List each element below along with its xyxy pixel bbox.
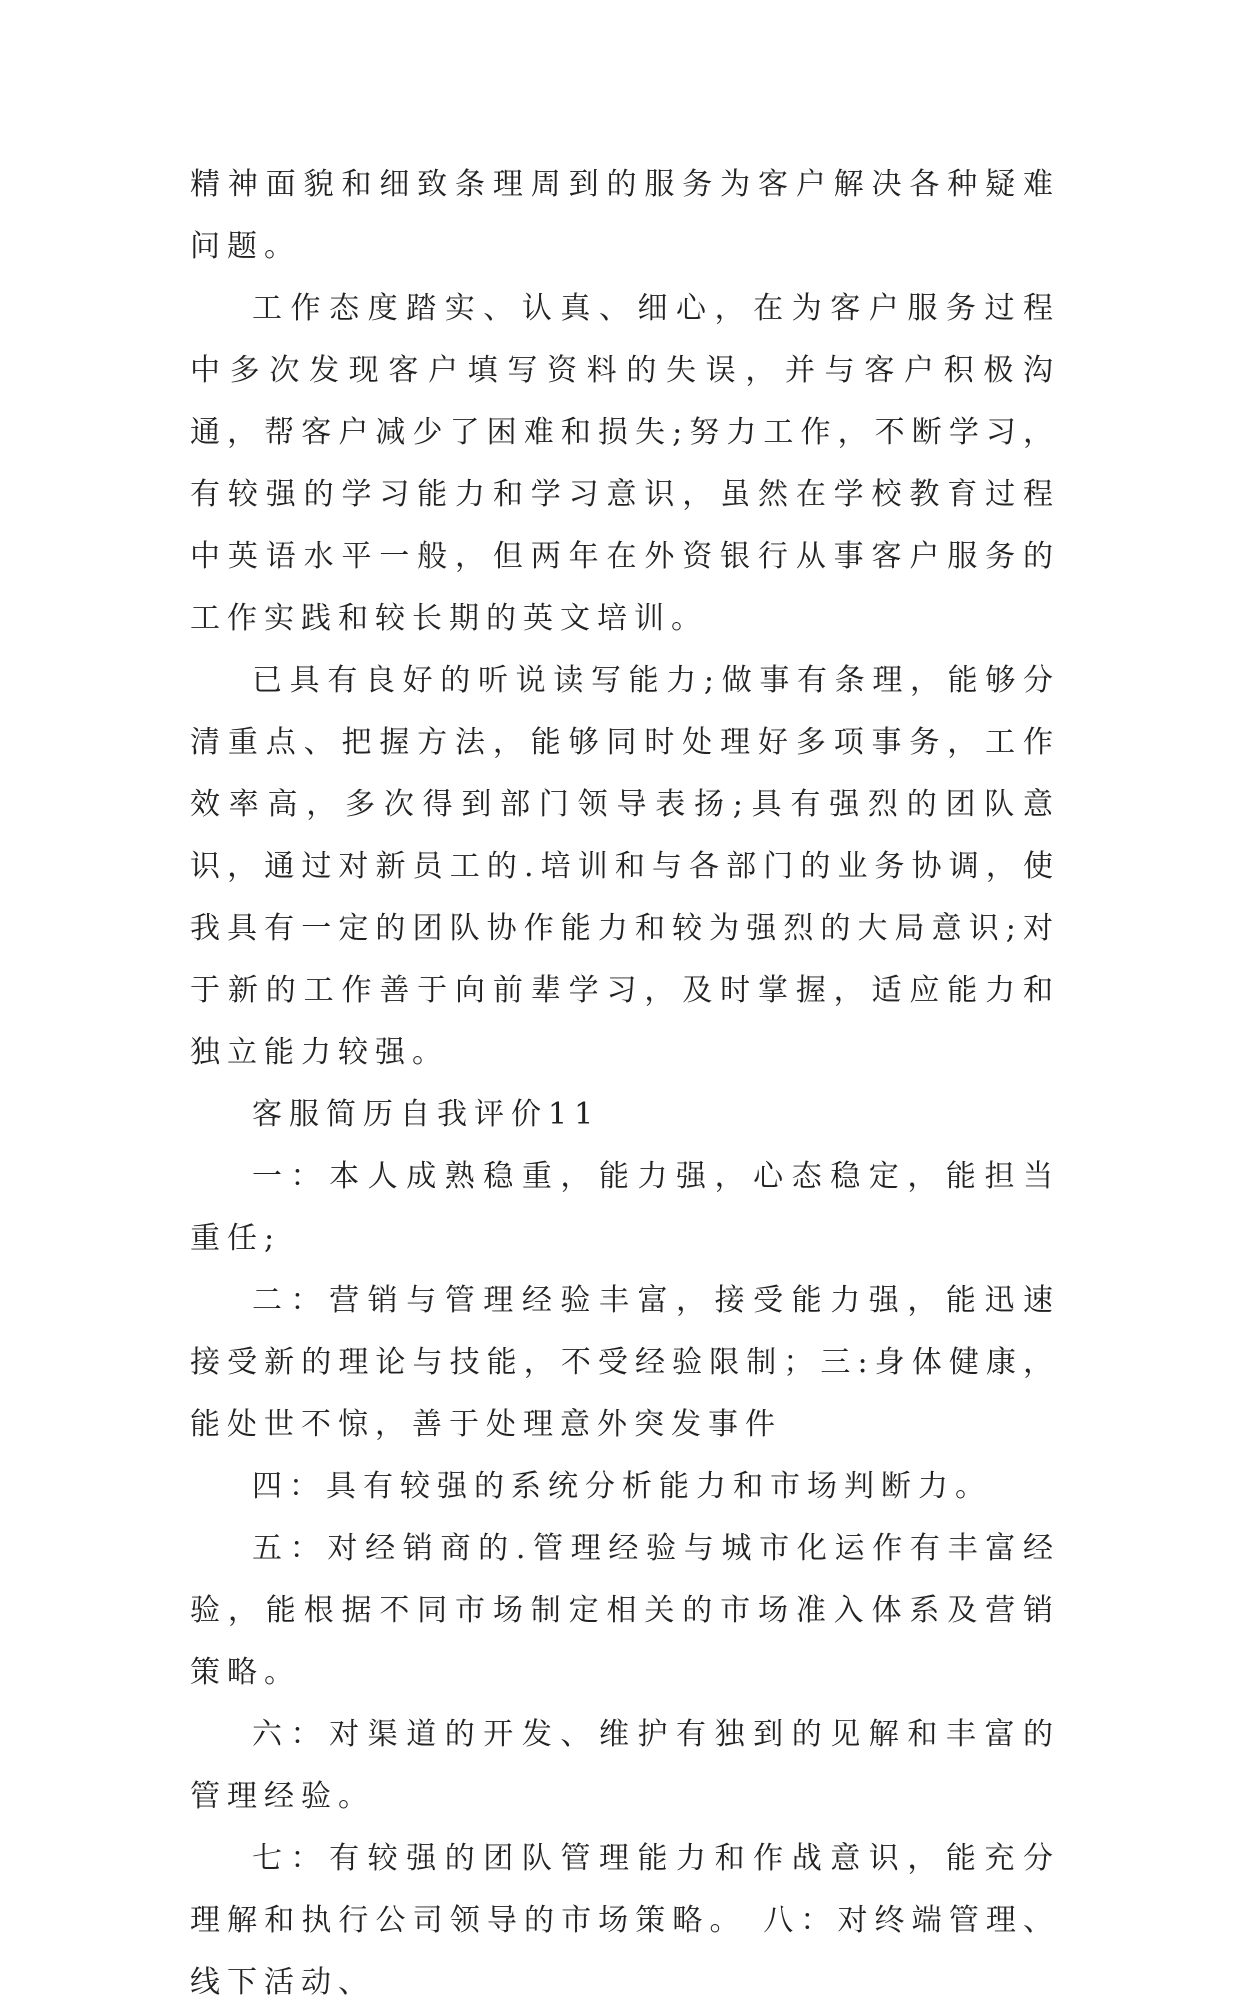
- list-item-7: 七：有较强的团队管理能力和作战意识，能充分理解和执行公司领导的市场策略。 八：对终端管理、线下活动、: [190, 1841, 1060, 2000]
- list-item-1: 一：本人成熟稳重，能力强，心态稳定，能担当重任;: [190, 1159, 1060, 1256]
- list-item-2: 二：营销与管理经验丰富，接受能力强，能迅速接受新的理论与技能，不受经验限制；三:身体健康，能处世不惊，善于处理意外突发事件: [190, 1283, 1060, 1442]
- section-heading: 客服简历自我评价11: [252, 1097, 601, 1132]
- list-item-5: 五：对经销商的.管理经验与城市化运作有丰富经验，能根据不同市场制定相关的市场准入体系及营销策略。: [190, 1531, 1060, 1690]
- document-body: [190, 154, 1060, 2014]
- paragraph-1: 精神面貌和细致条理周到的服务为客户解决各种疑难问题。: [190, 167, 1060, 264]
- paragraph-3: 已具有良好的听说读写能力;做事有条理，能够分清重点、把握方法，能够同时处理好多项事务，工作效率高，多次得到部门领导表扬;具有强烈的团队意识，通过对新员工的.培训和与各部门的业务协调，使我具有一定的团队协作能力和较为强烈的大局意识;对于新的工作善于向前辈学习，及时掌握，适应能力和独立能力较强。: [190, 663, 1060, 1070]
- list-item-6: 六：对渠道的开发、维护有独到的见解和丰富的管理经验。: [190, 1717, 1060, 1814]
- paragraph-2: 工作态度踏实、认真、细心，在为客户服务过程中多次发现客户填写资料的失误，并与客户积极沟通，帮客户减少了困难和损失;努力工作，不断学习，有较强的学习能力和学习意识，虽然在学校教育过程中英语水平一般，但两年在外资银行从事客户服务的工作实践和较长期的英文培训。: [190, 291, 1060, 636]
- list-item-4: 四：具有较强的系统分析能力和市场判断力。: [252, 1469, 992, 1504]
